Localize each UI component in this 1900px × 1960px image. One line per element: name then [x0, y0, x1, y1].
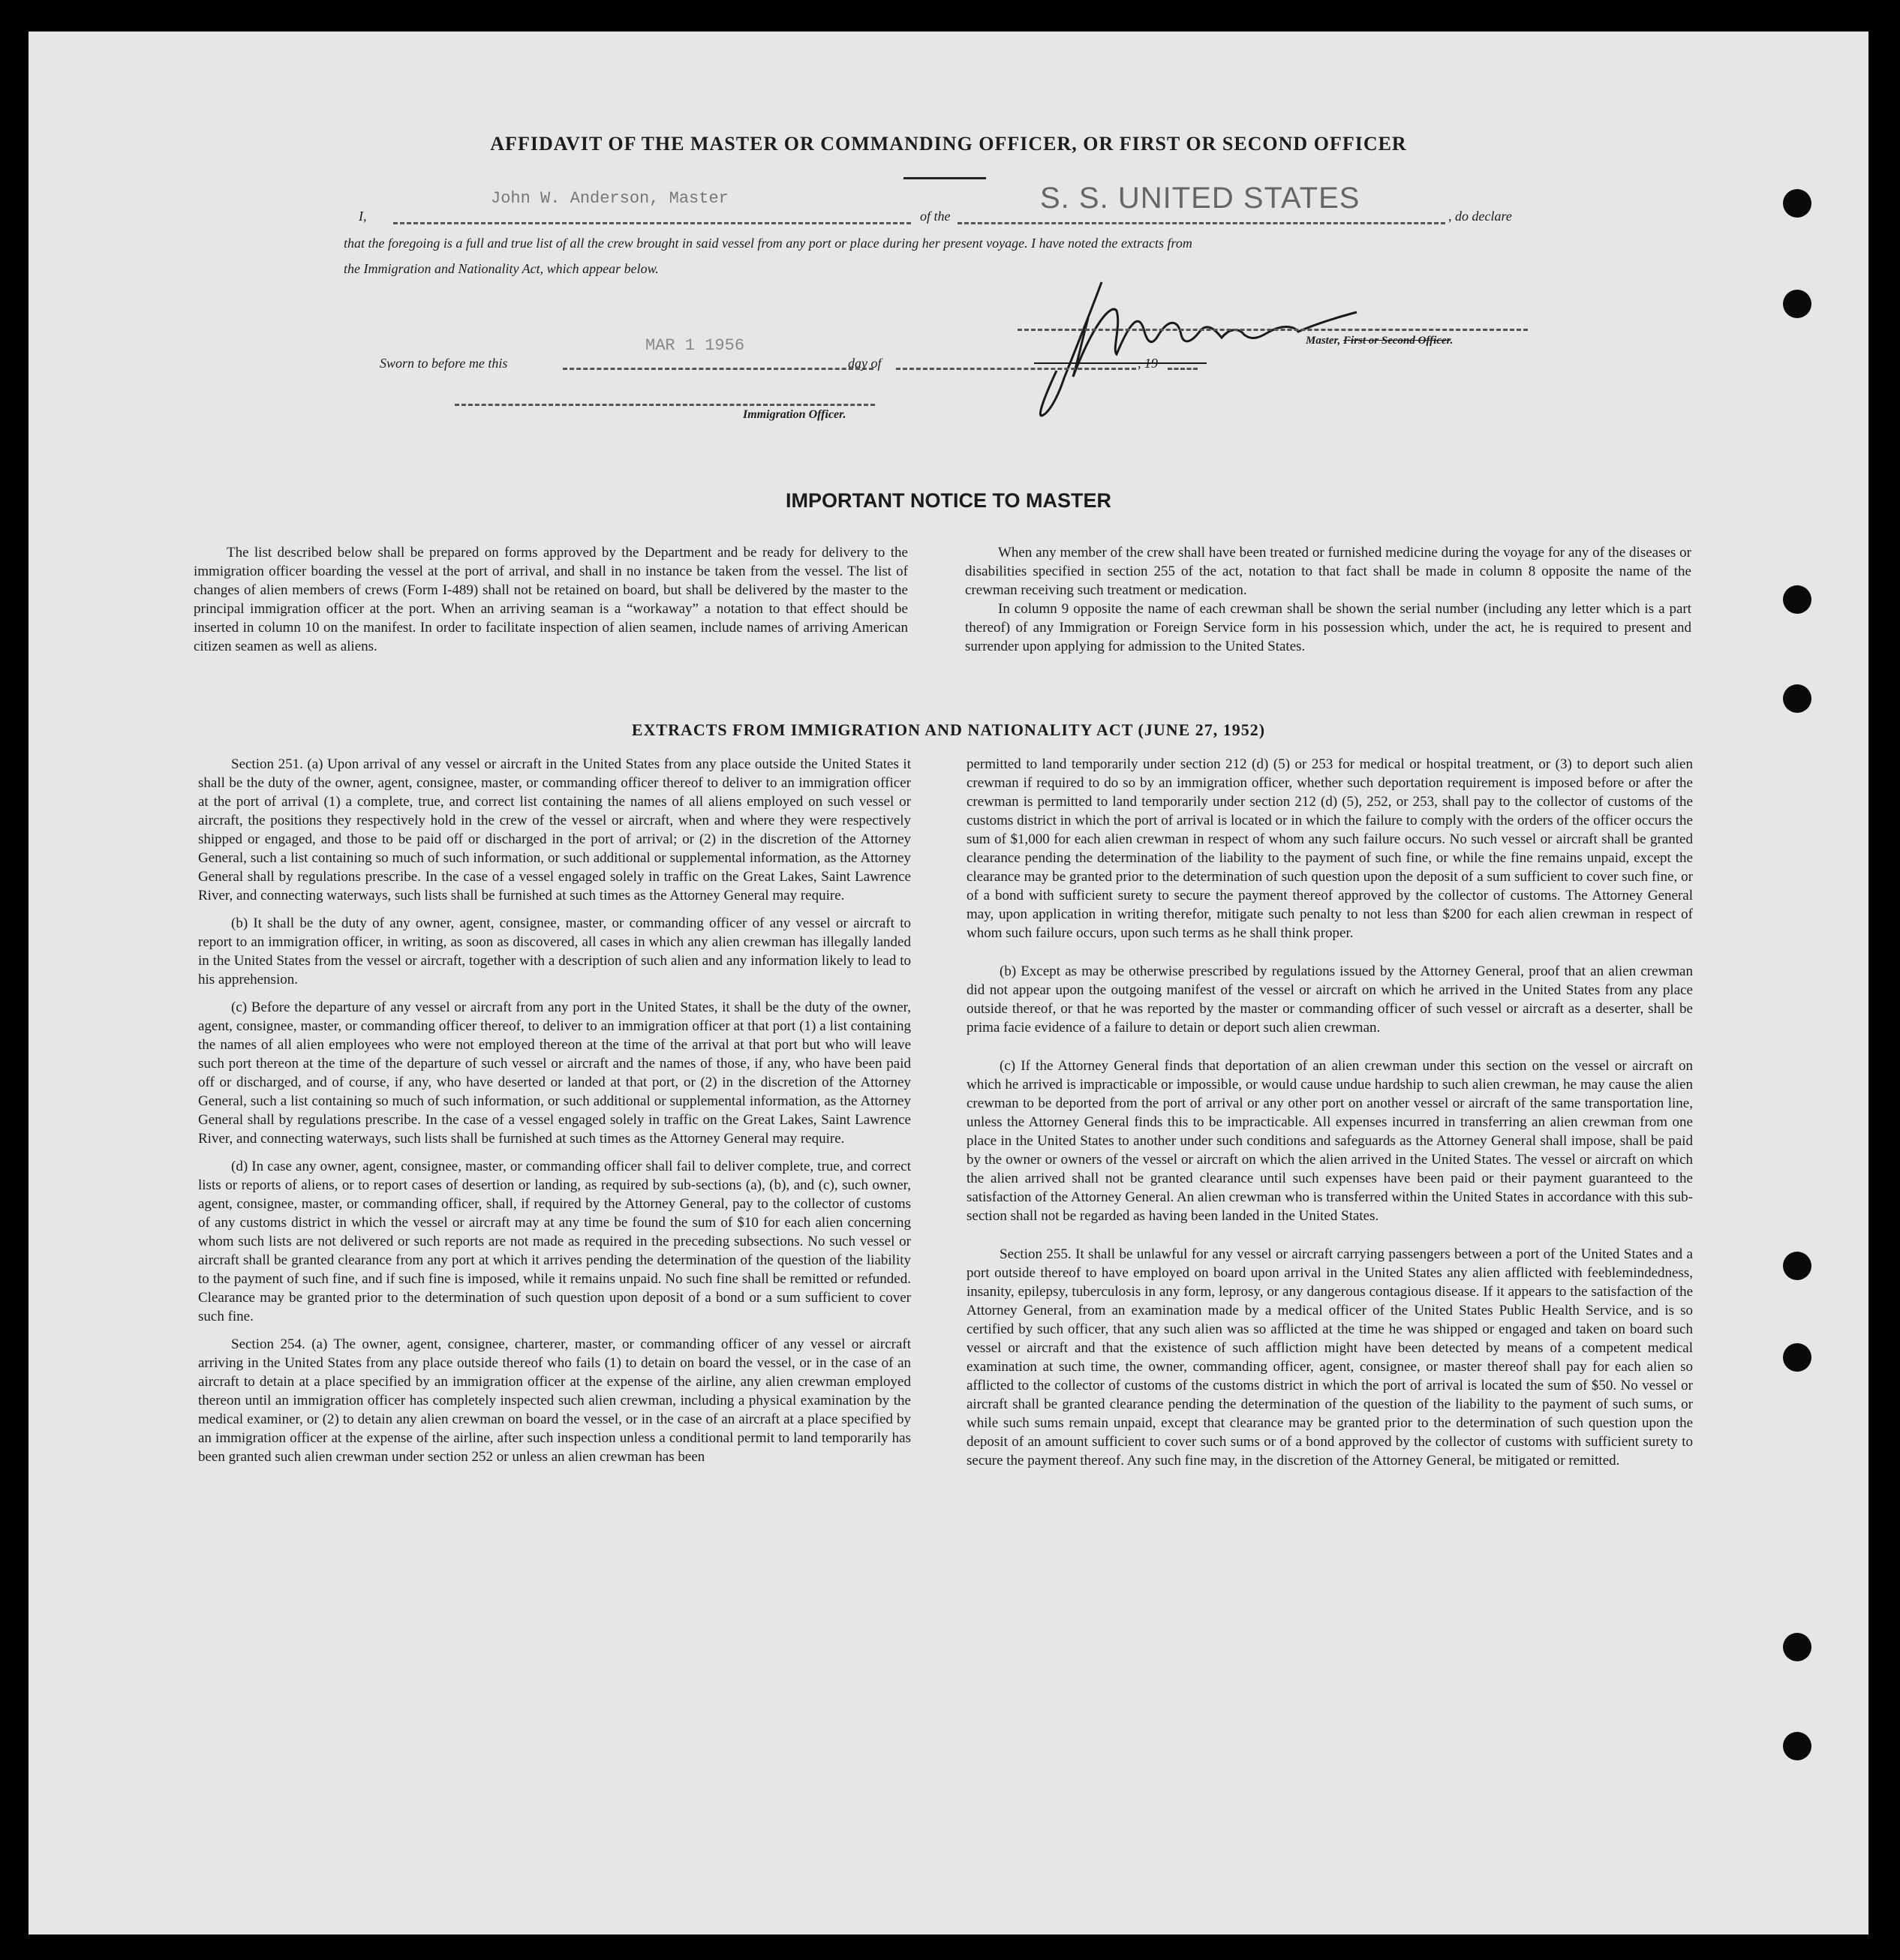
document-page [29, 32, 1868, 1934]
master-signature-line [1018, 329, 1528, 331]
master-name-typed: John W. Anderson, Master [491, 189, 729, 208]
master-caption: Master, First or Second Officer. [1306, 335, 1454, 347]
month-line [896, 368, 1136, 370]
affidavit-title: AFFIDAVIT OF THE MASTER OR COMMANDING OFFICER, OR FIRST OR SECOND OFFICER [490, 133, 1407, 155]
section-254a-continued: permitted to land temporarily under section 212 (d) (5) or 253 for medical or hospital treatment, or (3) to deport such alien crewman if required to do so by an immigration officer, whether such deportation requirement is imposed before or after the crewman is permitted to land temporarily under section 212 (d) (5), 252, or 253, shall pay to the collector of customs of the customs district in which the port of arrival is located or in which the failure to comply with the orders of the officer occurs the sum of $1,000 for each alien crewman in respect of whom any such failure occurs. No such vessel or aircraft shall be granted clearance pending the determination of the liability to the payment of such fine, or while the fine remains unpaid, except the clearance may be granted prior to the determination of such question upon the deposit of a sum sufficient to cover such fine, or of a bond with sufficient surety to secure the payment thereof approved by the collector of customs. The Attorney General may, upon application in writing therefor, mitigate such penalty to not less than $200 for each alien crewman in respect of whom such failure occurs, upon such terms as he shall think proper. [967, 756, 1693, 941]
punch-hole [1783, 1252, 1811, 1280]
notice-right-paragraph-1: When any member of the crew shall have been treated or furnished medicine during the voyage for any of the diseases or disabilities specified in section 255 of the act, notation to that fact shall be made in column 8 opposite the name of the crewman receiving such treatment or medication. [965, 545, 1691, 598]
punch-hole [1783, 1343, 1811, 1372]
section-251d: (d) In case any owner, agent, consignee, master, or commanding officer shall fail to deliver complete, true, and correct lists or reports of aliens, or to report cases of desertion or landing, as required by sub-sections (a), (b), and (c), such owner, agent, consignee, master, or commanding officer, shall, if required by the Attorney General, pay to the collector of customs of any customs district in which the vessel or aircraft may at any time be found the sum of $10 for each alien concerning whom such lists are not delivered or such reports are not made as required in the preceding subsections. No such vessel or aircraft shall be granted clearance from any port at which it arrives pending the determination of the question of the liability to the payment of such fine, and if such fine is imposed, while it remains unpaid. No such fine shall be remitted or refunded. Clearance may be granted prior to the determination of such question upon deposit of a bond or a sum sufficient to cover such fine. [198, 1159, 911, 1324]
affidavit-line-2: that the foregoing is a full and true list of all the crew brought in said vessel from any port or place during her present voyage. I have noted the extracts from [344, 236, 1192, 251]
notice-title: IMPORTANT NOTICE TO MASTER [786, 489, 1111, 512]
immigration-officer-line [455, 404, 875, 406]
name-line [393, 222, 911, 224]
punch-hole [1783, 684, 1811, 713]
notice-left-paragraph: The list described below shall be prepared on forms approved by the Department and be ready for delivery to the immigration officer boarding the vessel at the port of arrival, and shall in no instance be taken from the vessel. The list of changes of alien members of crews (Form I-489) shall not be retained on board, but shall be delivered by the master to the principal immigration officer at the port. When an arriving seaman is a “workaway” a notation to that effect should be inserted in column 10 on the manifest. In order to facilitate inspection of alien seamen, include names of arriving American citizen seamen as well as aliens. [194, 545, 908, 654]
section-251c: (c) Before the departure of any vessel or aircraft from any port in the United States, it shall be the duty of the owner, agent, consignee, master, or commanding officer thereof, to deliver to an immigration officer at that port (1) a list containing the names of all alien employees who were not employed thereon at the time of the arrival at that port but who will leave such port thereon at the time of the departure of such vessel or aircraft and the names of those, if any, who have been paid off or discharged, and of course, if any, who have deserted or landed at that port, or (2) in the discretion of the Attorney General, such a list containing so much of such information, or such additional or supplemental information, as the Attorney General shall by regulations prescribe. In the case of a vessel engaged solely in traffic on the Great Lakes, Saint Lawrence River, and connecting waterways, such lists shall be furnished at such times as the Attorney General may require. [198, 1000, 911, 1147]
year-line [1168, 368, 1198, 370]
section-254a: Section 254. (a) The owner, agent, consignee, charterer, master, or commanding officer of any vessel or aircraft arriving in the United States from any place outside thereof who fails (1) to detain on board the vessel, or in the case of an aircraft to detain at a place specified by an immigration officer at the expense of the airline, any alien crewman employed thereon until an immigration officer has completely inspected such alien crewman, including a physical examination by the medical examiner, or (2) to detain any alien crewman on board the vessel, or in the case of an aircraft at a place specified by an immigration officer at the expense of the airline, after such inspection unless a conditional permit to land temporarily has been granted such alien crewman under section 252 or unless an alien crewman has been [198, 1336, 911, 1465]
punch-hole [1783, 1633, 1811, 1661]
affidavit-line-3: the Immigration and Nationality Act, which appear below. [344, 261, 659, 276]
vessel-name-stamp: S. S. UNITED STATES [1040, 182, 1360, 215]
struck-officer-caption: First or Second Officer [1343, 335, 1451, 347]
extracts-left-column [198, 755, 911, 1466]
punch-hole [1783, 1732, 1811, 1760]
date-stamp: MAR 1 1956 [645, 336, 745, 355]
section-255: Section 255. It shall be unlawful for any vessel or aircraft carrying passengers between a port of the United States and a port outside thereof to have employed on board upon arrival in the United States any alien afflicted with feeblemindedness, insanity, epilepsy, tuberculosis in any form, leprosy, or any dangerous contagious disease. If it appears to the satisfaction of the Attorney General, from an examination made by a medical officer of the United States Public Health Service, and is so certified by such officer, that any such alien was so afflicted at the time he was shipped or engaged and taken on board such vessel or aircraft and that the existence of such affliction might have been detected by means of a competent medical examination at such time, the owner, commanding officer, agent, consignee, or master thereof shall pay for each alien so afflicted to the collector of customs of the customs district in which the port of arrival is located the sum of $50. No vessel or aircraft shall be granted clearance pending the determination of the question of the liability to the payment of such sums, or while such sums remain unpaid, except that clearance may be granted prior to the determination of such question upon the deposit of an amount sufficient to cover such sums or of a bond approved by the collector of customs with sufficient surety to secure the payment thereof. Any such fine may, in the discretion of the Attorney General, be mitigated or remitted. [967, 1246, 1693, 1468]
section-254c: (c) If the Attorney General finds that deportation of an alien crewman under this section on the vessel or aircraft on which he arrived is impracticable or impossible, or would cause undue hardship to such alien crewman, he may cause the alien crewman to be deported from the port of arrival or any other port on another vessel or aircraft of the same transportation line, unless the Attorney General finds this to be impracticable. All expenses incurred in transferring an alien crewman from one place in the United States to another under such conditions and safeguards as the Attorney General shall impose, shall be paid by the owner or owners of the vessel or aircraft on which the alien arrived in the United States. The vessel or aircraft on which the alien arrived shall not be granted clearance until such expenses have been paid or their payment guaranteed to the satisfaction of the Attorney General. An alien crewman who is transferred within the United States in accordance with this sub-section shall not be regarded as having been landed in the United States. [967, 1058, 1693, 1224]
section-251b: (b) It shall be the duty of any owner, agent, consignee, master, or commanding officer of any vessel or aircraft to report to an immigration officer, in writing, as soon as discovered, all cases in which any alien crewman has illegally landed in the United States from the vessel or aircraft, together with a description of such alien and any information likely to lead to his apprehension. [198, 915, 911, 988]
punch-hole [1783, 585, 1811, 614]
immigration-officer-caption: Immigration Officer. [743, 408, 846, 421]
section-254b: (b) Except as may be otherwise prescribed by regulations issued by the Attorney General, proof that an alien crewman did not appear upon the outgoing manifest of the vessel or aircraft on which he arrived in the United States from any place outside thereof, or that he was reported by the master or commanding officer of such vessel or aircraft as a deserter, shall be prima facie evidence of a failure to detain or deport such alien crewman. [967, 963, 1693, 1036]
notice-left-column [194, 543, 908, 656]
master-signature [1004, 266, 1424, 431]
extracts-right-column [967, 755, 1693, 1470]
do-declare-label: , do declare [1448, 209, 1512, 224]
sworn-label: Sworn to before me this [380, 356, 508, 371]
punch-hole [1783, 290, 1811, 318]
i-label: I, [359, 209, 367, 224]
extracts-title: EXTRACTS FROM IMMIGRATION AND NATIONALITY ACT (JUNE 27, 1952) [631, 720, 1266, 739]
notice-right-column [965, 543, 1691, 656]
title-rule [903, 177, 986, 179]
year-label: , 19 [1138, 356, 1158, 371]
vessel-line [958, 222, 1445, 224]
of-the-label: of the [920, 209, 951, 224]
notice-right-paragraph-2: In column 9 opposite the name of each crewman shall be shown the serial number (including any letter which is a part thereof) of any Immigration or Foreign Service form in his possession which, under the act, he is required to present and surrender upon applying for admission to the United States. [965, 601, 1691, 654]
sworn-date-line [563, 368, 873, 370]
day-of-label: day of [848, 356, 882, 371]
section-251a: Section 251. (a) Upon arrival of any vessel or aircraft in the United States from any place outside the United States it shall be the duty of the owner, agent, consignee, master, or commanding officer thereof to deliver to an immigration officer at the port of arrival (1) a complete, true, and correct list containing the names of all aliens employed on such vessel or aircraft, the positions they respectively hold in the crew of the vessel or aircraft, when and where they were respectively shipped or engaged, and those to be paid off or discharged in the port of arrival; or (2) in the discretion of the Attorney General, such a list containing so much of such information, or such additional or supplemental information, as the Attorney General shall by regulations prescribe. In the case of a vessel engaged solely in traffic on the Great Lakes, Saint Lawrence River, and connecting waterways, such lists shall be furnished at such times as the Attorney General may require. [198, 756, 911, 903]
punch-hole [1783, 189, 1811, 218]
